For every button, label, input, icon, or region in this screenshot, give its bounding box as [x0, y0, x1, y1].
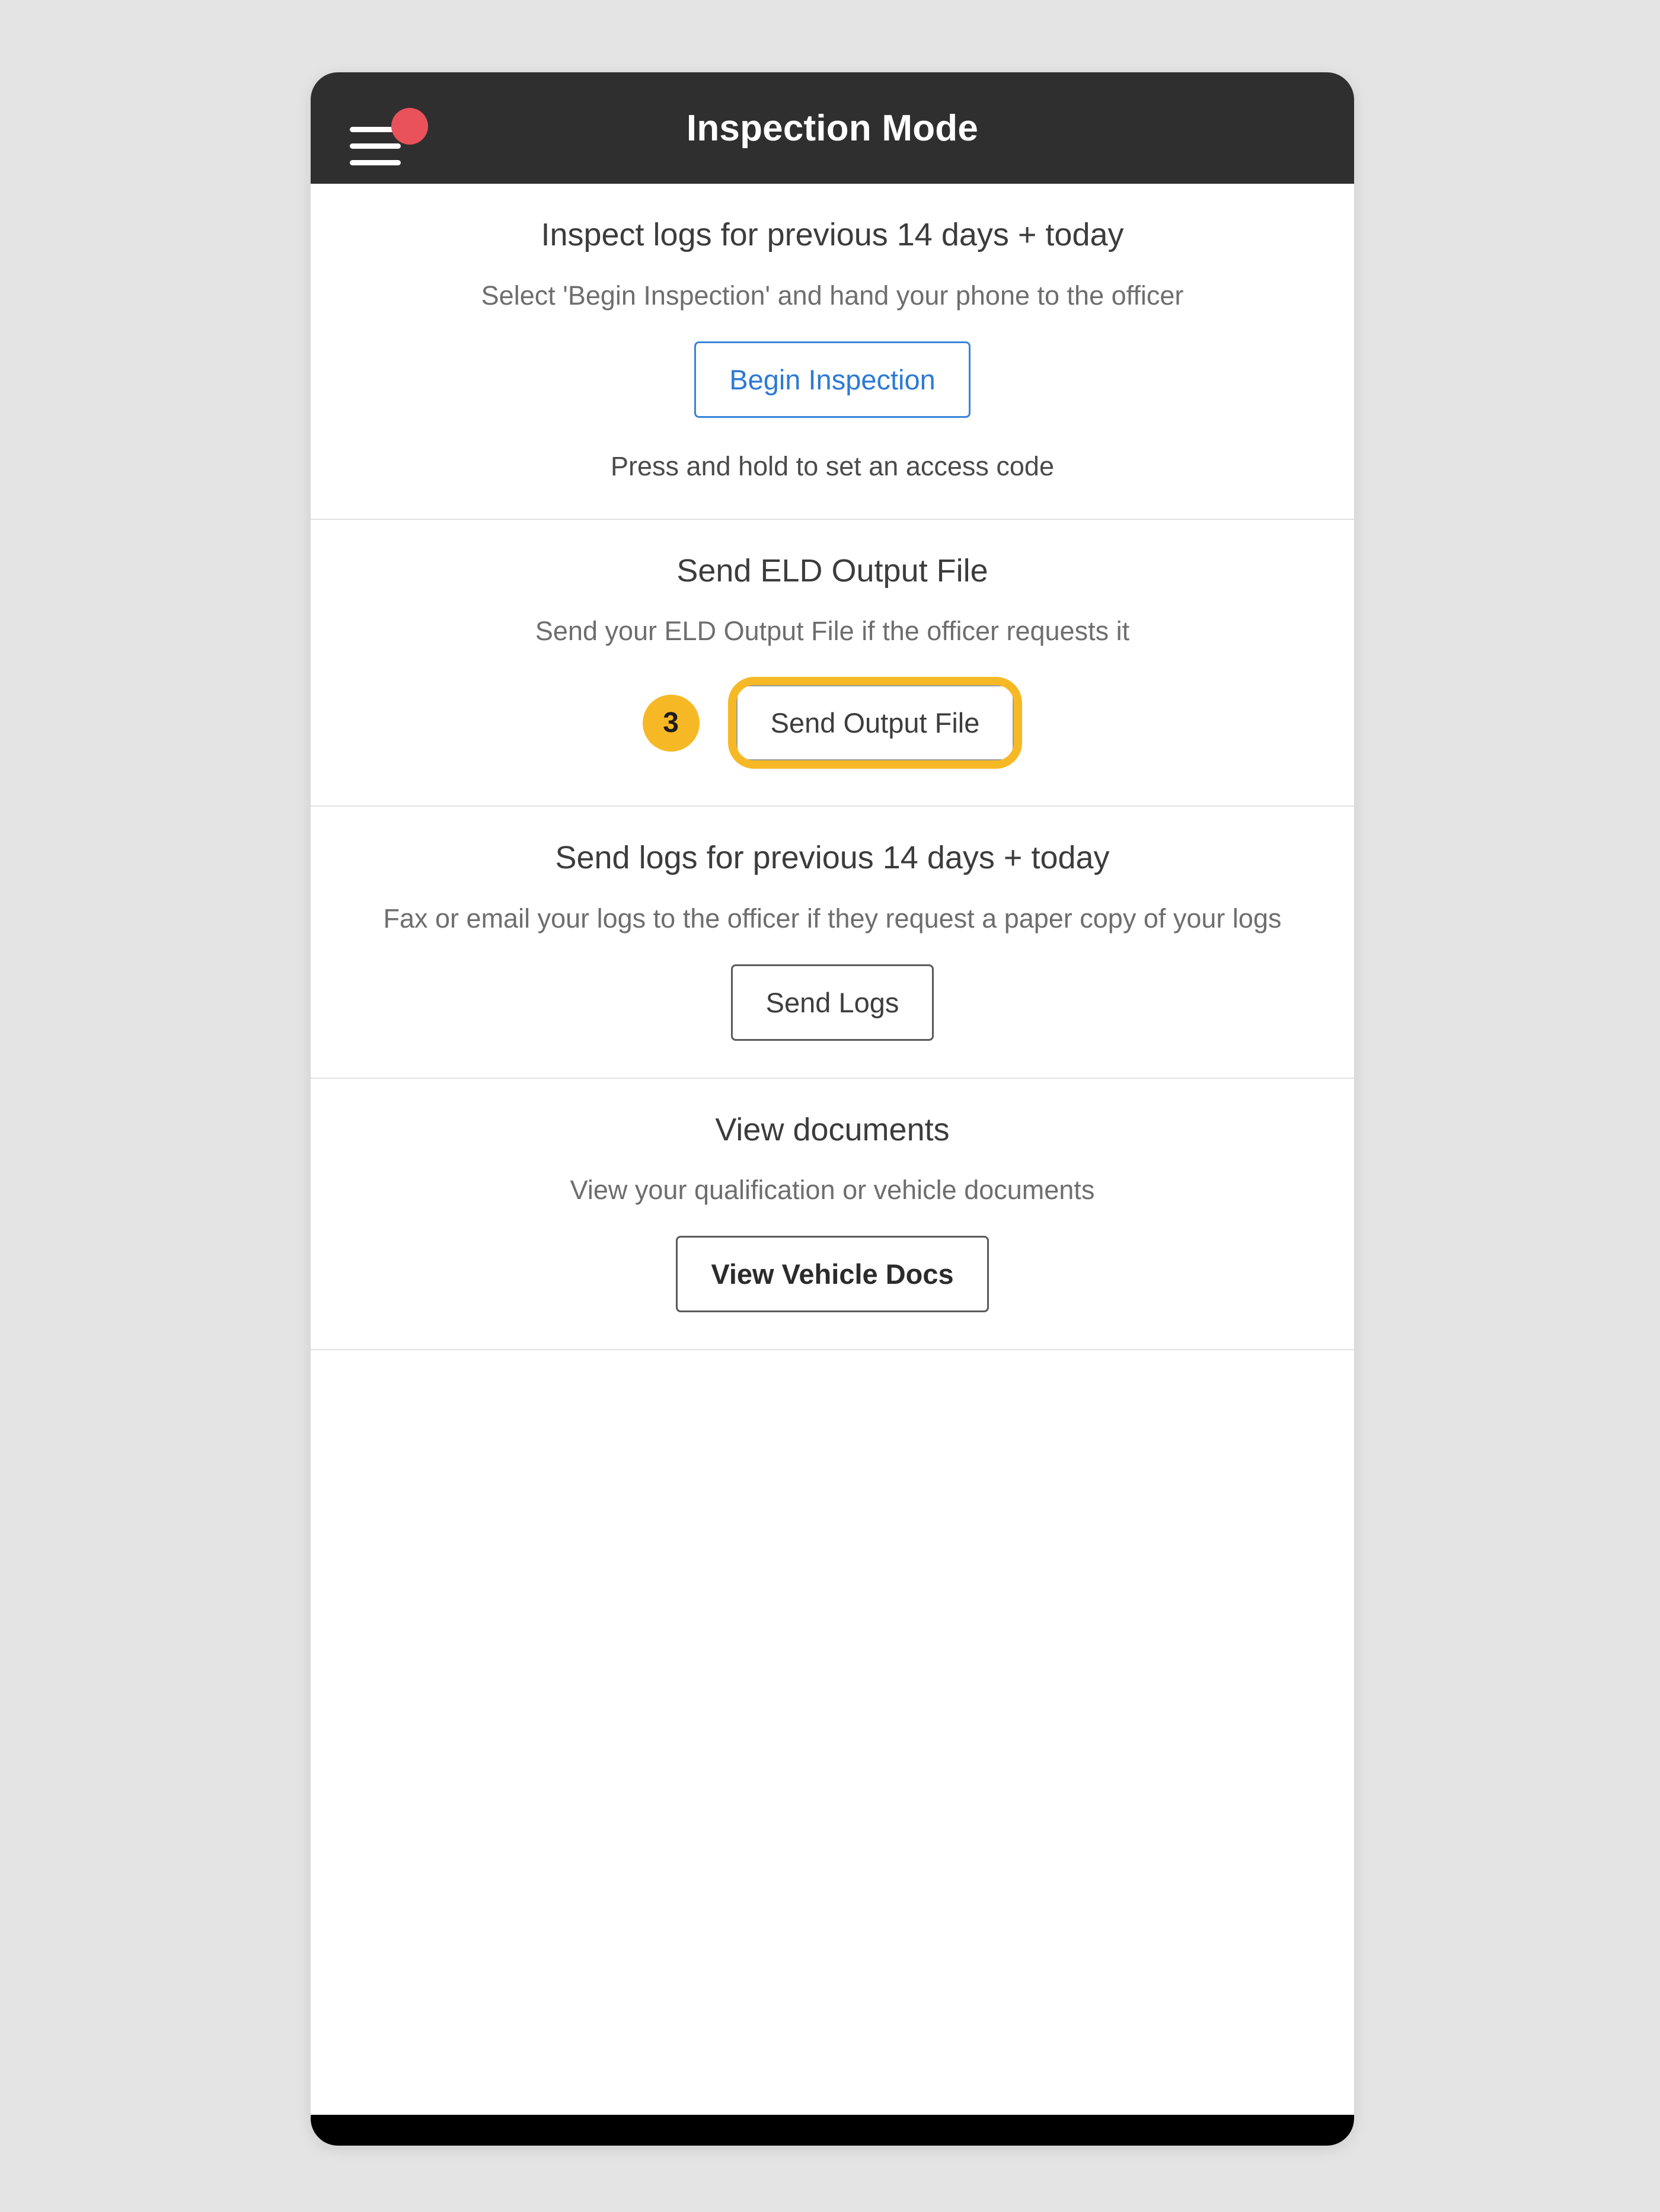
alert-dot-icon [391, 108, 428, 145]
inspect-logs-subtitle: Select 'Begin Inspection' and hand your phone to the officer [481, 280, 1184, 311]
section-inspect-logs [311, 184, 1354, 520]
step-number-badge: 3 [643, 695, 700, 752]
section-send-eld-output-file [311, 520, 1354, 807]
send-output-row [341, 677, 1323, 769]
send-logs-title: Send logs for previous 14 days + today [555, 840, 1110, 876]
send-output-file-button[interactable]: Send Output File [736, 685, 1014, 760]
section-view-documents [311, 1079, 1354, 1351]
view-documents-title: View documents [715, 1111, 950, 1147]
phone-screen [311, 72, 1354, 2146]
home-indicator-bar [311, 2115, 1354, 2146]
send-logs-subtitle: Fax or email your logs to the officer if they request a paper copy of your logs [383, 903, 1282, 934]
view-documents-subtitle: View your qualification or vehicle documents [570, 1175, 1095, 1206]
section-send-logs [311, 807, 1354, 1079]
page-title: Inspection Mode [686, 107, 979, 149]
send-output-file-highlight [728, 677, 1023, 769]
view-vehicle-docs-button[interactable]: View Vehicle Docs [676, 1236, 988, 1312]
hamburger-menu-icon[interactable] [345, 101, 428, 172]
access-code-hint: Press and hold to set an access code [611, 450, 1054, 481]
send-eld-output-title: Send ELD Output File [676, 552, 988, 589]
menu-bar-3 [350, 160, 401, 165]
begin-inspection-button[interactable]: Begin Inspection [694, 341, 971, 418]
menu-bar-2 [350, 143, 401, 149]
send-logs-button[interactable]: Send Logs [731, 964, 934, 1041]
app-bar [311, 72, 1354, 184]
inspect-logs-title: Inspect logs for previous 14 days + today [541, 217, 1124, 252]
send-eld-output-subtitle: Send your ELD Output File if the officer requests it [535, 616, 1130, 647]
